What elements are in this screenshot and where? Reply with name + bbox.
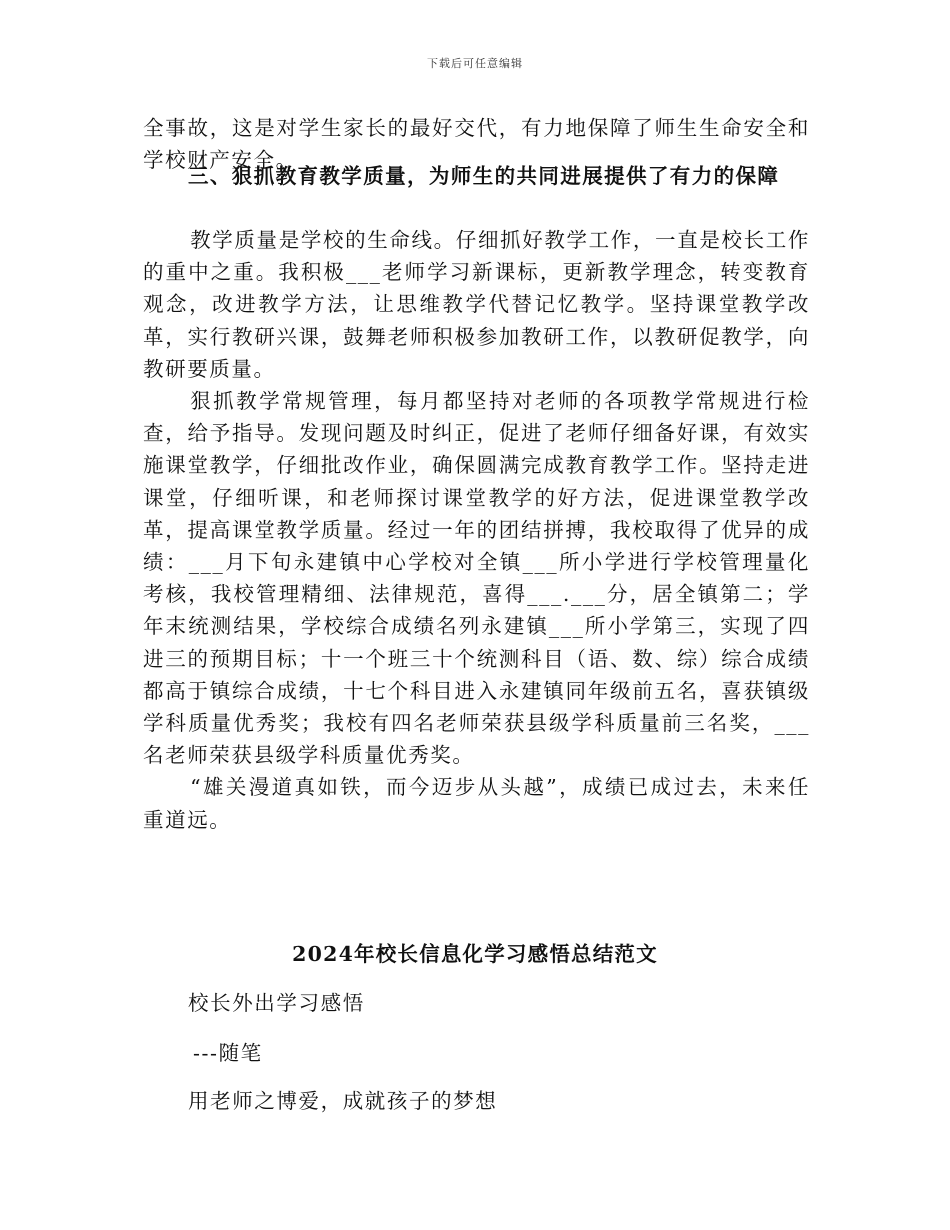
essay-type-line: ---随笔 bbox=[193, 1041, 263, 1065]
essay-title-line: 用老师之博爱，成就孩子的梦想 bbox=[188, 1089, 498, 1113]
paragraph-routine-management: 狠抓教学常规管理，每月都坚持对老师的各项教学常规进行检查，给予指导。发现问题及时纠正，促进了老师仔细备好课，有效实施课堂教学，仔细批改作业，确保圆满完成教育教学工作。坚持走进课堂，仔细听课，和老师探讨课堂教学的好方法，促进课堂教学改革，提高课堂教学质量。经过一年的团结拼搏，我校取得了优异的成绩：___月下旬永建镇中心学校对全镇___所小学进行学校管理量化考核，我校管理精细、法律规范，喜得___.___分，居全镇第二；学年末统测结果，学校综合成绩名列永建镇___所小学第三，实现了四进三的预期目标；十一个班三十个统测科目（语、数、综）综合成绩都高于镇综合成绩，十七个科目进入永建镇同年级前五名，喜获镇级学科质量优秀奖；我校有四名老师荣获县级学科质量前三名奖，___名老师荣获县级学科质量优秀奖。 bbox=[143, 389, 810, 768]
paragraph-teaching-quality: 教学质量是学校的生命线。仔细抓好教学工作，一直是校长工作的重中之重。我积极___老师学习新课标，更新教学理念，转变教育观念，改进教学方法，让思维教学代替记忆教学。坚持课堂教学改革，实行教研兴课，鼓舞老师积极参加教研工作，以教研促教学，向教研要质量。 bbox=[143, 228, 810, 381]
section-body bbox=[143, 224, 810, 836]
paragraph-closing-quote: “雄关漫道真如铁，而今迈步从头越”，成绩已成过去，未来任重道远。 bbox=[143, 775, 810, 832]
subtitle-line: 校长外出学习感悟 bbox=[188, 991, 365, 1015]
continuation-paragraph: 全事故，这是对学生家长的最好交代，有力地保障了师生生命安全和学校财产安全。 bbox=[143, 116, 810, 173]
document-title: 2024年校长信息化学习感悟总结范文 bbox=[292, 942, 658, 966]
page-header-note: 下载后可任意编辑 bbox=[427, 57, 523, 70]
section-heading: 三、狠抓教育教学质量，为师生的共同进展提供了有力的保障 bbox=[188, 164, 780, 188]
